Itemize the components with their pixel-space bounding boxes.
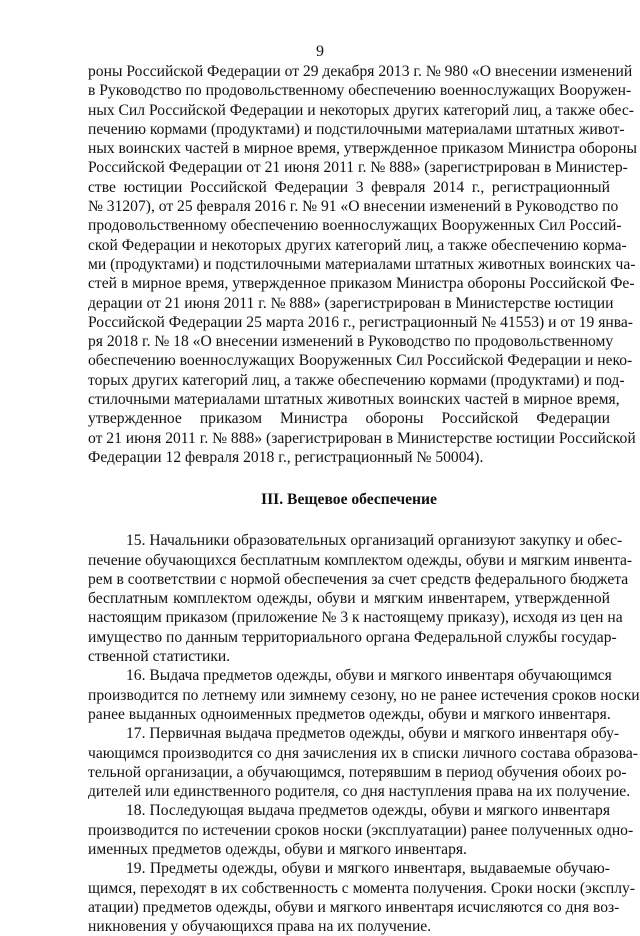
text-line: именных предметов одежды, обуви и мягкого инвентаря. — [88, 840, 467, 858]
text-line: 19. Предметы одежды, обуви и мягкого инвентаря, выдаваемые обучаю- — [126, 860, 610, 878]
text-line: щимся, переходят в их собственность с момента получения. Сроки носки (эксплу- — [88, 879, 636, 897]
page-number: 9 — [316, 43, 324, 60]
text-line: ми (продуктами) и подстилочными материалами штатных животных воинских ча- — [88, 255, 636, 273]
text-line: обеспечению военнослужащих Вооруженных Сил Российской Федерации и неко- — [88, 352, 633, 370]
text-line: от 21 июня 2011 г. № 888» (зарегистрирован в Министерстве юстиции Российской — [88, 429, 636, 447]
paragraph-19 — [88, 859, 636, 936]
paragraph-18 — [88, 801, 634, 859]
text-line: Федерации 12 февраля 2018 г., регистрационный № 50004). — [88, 448, 484, 466]
text-line: роны Российской Федерации от 29 декабря 2013 г. № 980 «О внесении изменений — [88, 63, 633, 80]
intro-paragraph — [88, 62, 638, 467]
text-line: печению кормами (продуктами) и подстилочными материалами штатных живот- — [88, 120, 625, 138]
paragraph-15 — [88, 531, 633, 666]
text-line: ственной статистики. — [88, 648, 231, 666]
text-line: рем в соответствии с нормой обеспечения за счет средств федерального бюджета — [88, 570, 629, 588]
text-line: № 31207), от 25 февраля 2016 г. № 91 «О внесении изменений в Руководство по — [88, 198, 619, 216]
text-line: стве юстиции Российской Федерации 3 февраля 2014 г., регистрационный — [88, 178, 610, 196]
text-line: ря 2018 г. № 18 «О внесении изменений в Руководство по продовольственному — [88, 333, 614, 351]
text-line: бесплатным комплектом одежды, обуви и мягким инвентарем, утвержденной — [88, 590, 610, 608]
text-line: ской Федерации и некоторых других категорий лиц, а также обеспечению корма- — [88, 236, 627, 254]
text-line: ных воинских частей в мирное время, утвержденное приказом Министра обороны — [88, 140, 638, 158]
paragraph-16 — [88, 666, 640, 724]
text-line: дерации от 21 июня 2011 г. № 888» (зарегистрирован в Министерстве юстиции — [88, 294, 614, 312]
text-line: стей в мирное время, утвержденное приказом Министра обороны Российской Фе- — [88, 275, 635, 293]
text-line: настоящим приказом (приложение № 3 к настоящему приказу), исходя из цен на — [88, 609, 623, 627]
text-line: Российской Федерации 25 марта 2016 г., регистрационный № 41553) и от 19 янва- — [88, 313, 633, 331]
text-line: 18. Последующая выдача предметов одежды, обуви и мягкого инвентаря — [126, 802, 610, 820]
paragraph-17 — [88, 724, 638, 801]
text-line: тельной организации, а обучающимся, потерявшим в период обучения обоих ро- — [88, 763, 627, 781]
text-line: стилочными материалами штатных животных воинских частей в мирное время, — [88, 391, 620, 409]
text-line: в Руководство по продовольственному обеспечению военнослужащих Вооружен- — [88, 82, 632, 100]
text-line: Российской Федерации от 21 июня 2011 г. № 888» (зарегистрирован в Министер- — [88, 159, 628, 177]
text-line: продовольственному обеспечению военнослужащих Вооруженных Сил Россий- — [88, 217, 622, 235]
text-line: утвержденное приказом Министра обороны Российской Федерации — [88, 410, 610, 428]
text-line: торых других категорий лиц, а также обеспечению кормами (продуктами) и под- — [88, 371, 625, 389]
text-line: атации) предметов одежды, обуви и мягкого инвентаря исчисляются со дня воз- — [88, 898, 620, 916]
text-line: имущество по данным территориального органа Федеральной службы государ- — [88, 628, 617, 646]
text-line: производится по истечении сроков носки (эксплуатации) ранее полученных одно- — [88, 821, 634, 839]
text-line: 16. Выдача предметов одежды, обуви и мягкого инвентаря обучающимся — [126, 667, 612, 685]
text-line: производится по летнему или зимнему сезону, но не ранее истечения сроков носки — [88, 686, 640, 704]
text-line: 17. Первичная выдача предметов одежды, обуви и мягкого инвентаря обу- — [126, 725, 620, 743]
text-line: ных Сил Российской Федерации и некоторых других категорий лиц, а также обес- — [88, 101, 634, 119]
document-body — [88, 62, 640, 936]
text-line: никновения у обучающихся права на их получение. — [88, 918, 432, 936]
section-heading: III. Вещевое обеспечение — [261, 491, 437, 509]
text-line: 15. Начальники образовательных организаций организуют закупку и обес- — [126, 532, 623, 550]
text-line: дителей или единственного родителя, со дня наступления права на их получение. — [88, 783, 631, 801]
text-line: чающимся производится со дня зачисления их в списки личного состава образова- — [88, 744, 638, 762]
text-line: ранее выданных одноименных предметов одежды, обуви и мягкого инвентаря. — [88, 705, 611, 723]
text-line: печение обучающихся бесплатным комплектом одежды, обуви и мягким инвента- — [88, 551, 633, 569]
